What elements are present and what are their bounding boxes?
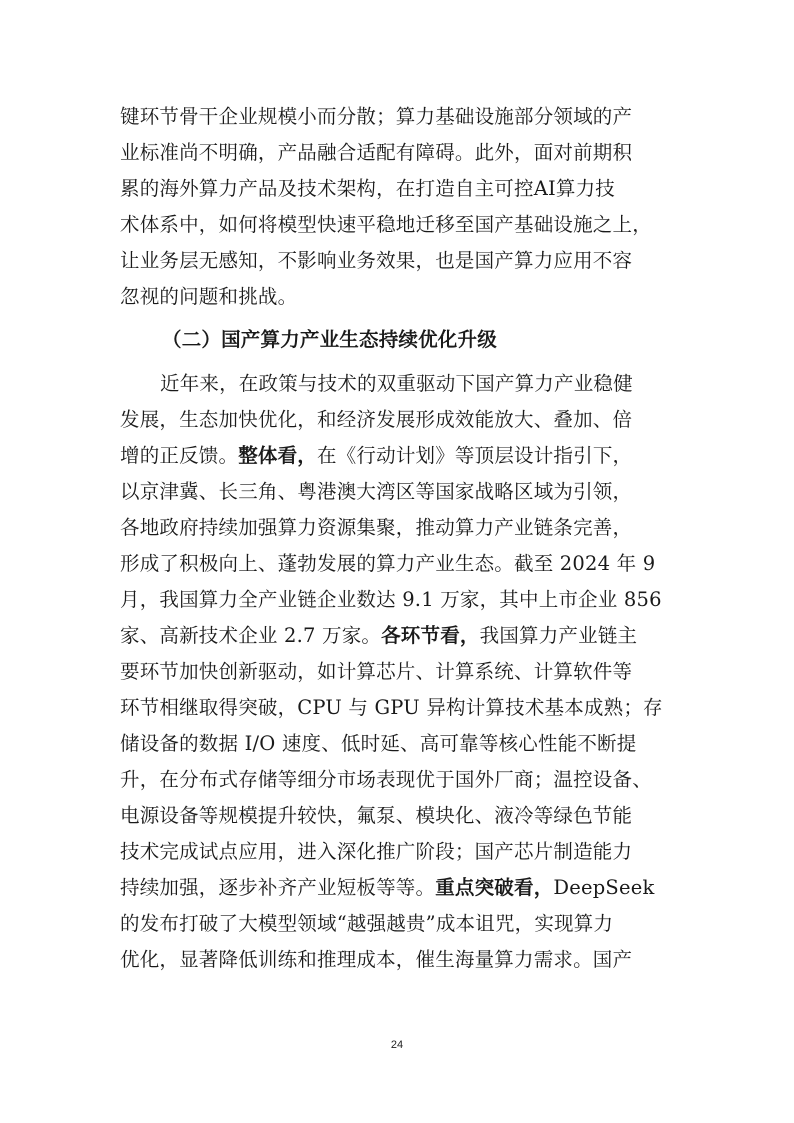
bold-lead-each-link: 各环节看， <box>381 624 480 647</box>
body-line-15 <box>120 870 680 906</box>
intro-line-4: 术体系中，如何将模型快速平稳地迁移至国产基础设施之上， <box>120 213 652 236</box>
body-text: 持续加强，逐步补齐产业短板等等。 <box>120 876 436 899</box>
body-line-12: 升，在分布式存储等细分市场表现优于国外厂商；温控设备、 <box>120 768 652 791</box>
body-line-7: 月，我国算力全产业链企业数达 9.1 万家，其中上市企业 856 <box>120 588 662 611</box>
body-line-3 <box>120 438 680 474</box>
body-text: 在《行动计划》等顶层设计指引下， <box>317 444 633 467</box>
intro-line-6: 忽视的问题和挑战。 <box>120 285 298 308</box>
body-line-16: 的发布打破了大模型领域“越强越贵”成本诅咒，实现算力 <box>120 912 614 935</box>
bold-lead-key-breakthrough: 重点突破看， <box>435 876 554 899</box>
body-line-4: 以京津冀、长三角、粤港澳大湾区等国家战略区域为引领， <box>120 480 633 503</box>
body-line-5: 各地政府持续加强算力资源集聚，推动算力产业链条完善， <box>120 516 633 539</box>
section-heading: （二）国产算力产业生态持续优化升级 <box>162 328 497 351</box>
bold-lead-overall: 整体看， <box>238 444 318 467</box>
body-text: 增的正反馈。 <box>120 444 239 467</box>
intro-line-5: 让业务层无感知，不影响业务效果，也是国产算力应用不容 <box>120 249 633 272</box>
page-number: 24 <box>390 1039 404 1051</box>
body-line-1: 近年来，在政策与技术的双重驱动下国产算力产业稳健 <box>160 372 633 395</box>
body-line-6: 形成了积极向上、蓬勃发展的算力产业生态。截至 2024 年 9 <box>120 552 656 575</box>
body-line-14: 技术完成试点应用，进入深化推广阶段；国产芯片制造能力 <box>120 840 633 863</box>
intro-line-2: 业标准尚不明确，产品融合适配有障碍。此外，面对前期积 <box>120 141 633 164</box>
body-line-8 <box>120 618 680 654</box>
body-text: 家、高新技术企业 2.7 万家。 <box>120 624 382 647</box>
intro-line-1: 键环节骨干企业规模小而分散；算力基础设施部分领域的产 <box>120 105 633 128</box>
body-line-10: 环节相继取得突破，CPU 与 GPU 异构计算技术基本成熟；存 <box>120 696 663 719</box>
body-line-11: 储设备的数据 I/O 速度、低时延、高可靠等核心性能不断提 <box>120 732 637 755</box>
intro-line-3: 累的海外算力产品及技术架构，在打造自主可控AI算力技 <box>120 177 615 200</box>
body-text: DeepSeek <box>553 876 655 899</box>
body-line-9: 要环节加快创新驱动，如计算芯片、计算系统、计算软件等 <box>120 660 633 683</box>
body-line-2: 发展，生态加快优化，和经济发展形成效能放大、叠加、倍 <box>120 408 633 431</box>
body-line-17: 优化，显著降低训练和推理成本，催生海量算力需求。国产 <box>120 948 633 971</box>
body-text: 我国算力产业链主 <box>479 624 638 647</box>
body-line-13: 电源设备等规模提升较快，氟泵、模块化、液冷等绿色节能 <box>120 804 633 827</box>
